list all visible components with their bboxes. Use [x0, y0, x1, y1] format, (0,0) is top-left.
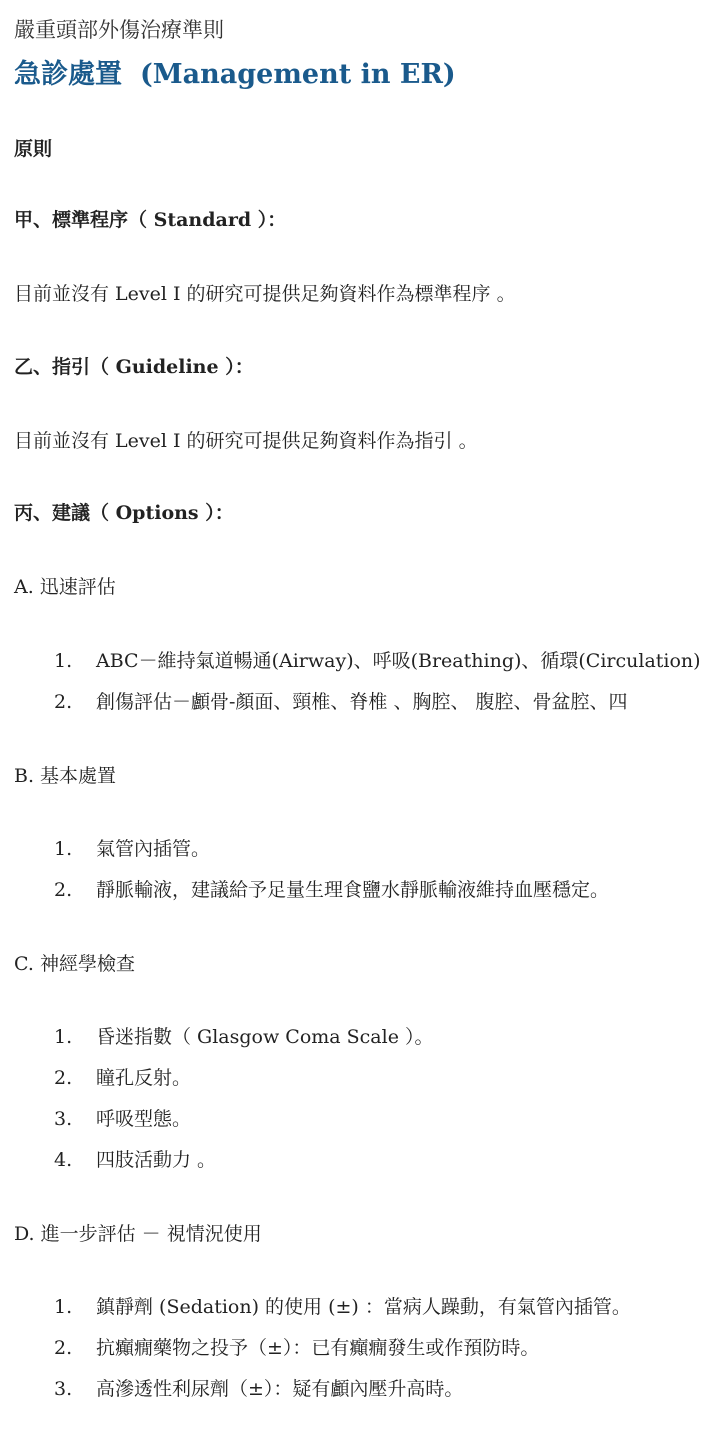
section-b-label: B. 基本處置 — [14, 765, 117, 787]
list-item-text: 鎮靜劑 (Sedation) 的使用 (±) ：當病人躁動，有氣管內插管。 — [96, 1296, 631, 1318]
list-item — [54, 1104, 191, 1131]
list-item — [54, 646, 701, 673]
options-heading: 丙、建議（ Options ）： — [14, 502, 234, 524]
page-title-zh: 急診處置 — [14, 59, 122, 90]
list-item-number: 2. — [54, 1337, 73, 1359]
standard-text: 目前並沒有 Level I 的研究可提供足夠資料作為標準程序 。 — [14, 283, 516, 305]
guideline-heading: 乙、指引（ Guideline ）： — [14, 356, 254, 378]
list-item-text: ABC－維持氣道暢通(Airway)、呼吸(Breathing)、循環(Circulation) — [96, 650, 701, 672]
list-item-number: 1. — [54, 650, 73, 672]
list-item-text: 昏迷指數（ Glasgow Coma Scale ）。 — [96, 1026, 434, 1048]
list-item-number: 4. — [54, 1149, 73, 1171]
list-item-number: 1. — [54, 1296, 73, 1318]
list-item-text: 瞳孔反射。 — [96, 1067, 192, 1089]
list-item-number: 3. — [54, 1378, 73, 1400]
list-item-text: 四肢活動力 。 — [96, 1149, 217, 1171]
guideline-text: 目前並沒有 Level I 的研究可提供足夠資料作為指引 。 — [14, 430, 478, 452]
list-item — [54, 687, 628, 714]
list-item — [54, 1063, 191, 1090]
list-item — [54, 1333, 539, 1360]
section-d-label: D. 進一步評估 － 視情況使用 — [14, 1223, 262, 1245]
list-item-number: 2. — [54, 1067, 73, 1089]
list-item — [54, 834, 210, 861]
breadcrumb: 嚴重頭部外傷治療準則 — [14, 18, 224, 42]
list-item-number: 2. — [54, 879, 73, 901]
list-item — [54, 1292, 631, 1319]
list-item-number: 3. — [54, 1108, 73, 1130]
list-item-number: 1. — [54, 1026, 73, 1048]
list-item — [54, 1022, 433, 1049]
list-item-text: 創傷評估－顱骨-顏面、頸椎、脊椎 、胸腔、 腹腔、骨盆腔、四 — [96, 691, 628, 713]
standard-heading: 甲、標準程序（ Standard ）： — [14, 209, 287, 231]
list-item — [54, 1374, 463, 1401]
list-item-text: 呼吸型態。 — [96, 1108, 192, 1130]
principles-heading: 原則 — [14, 138, 53, 160]
page-title — [14, 52, 456, 91]
list-item — [54, 1145, 216, 1172]
section-a-label: A. 迅速評估 — [14, 576, 116, 598]
section-c-label: C. 神經學檢查 — [14, 953, 135, 975]
list-item-text: 抗癲癇藥物之投予（±）：已有癲癇發生或作預防時。 — [96, 1337, 540, 1359]
list-item-number: 1. — [54, 838, 73, 860]
page-title-en: (Management in ER) — [140, 59, 456, 90]
list-item-text: 氣管內插管。 — [96, 838, 211, 860]
list-item-text: 靜脈輸液，建議給予足量生理食鹽水靜脈輸液維持血壓穩定。 — [96, 879, 610, 901]
list-item — [54, 875, 609, 902]
list-item-text: 高滲透性利尿劑（±）：疑有顱內壓升高時。 — [96, 1378, 464, 1400]
list-item-number: 2. — [54, 691, 73, 713]
